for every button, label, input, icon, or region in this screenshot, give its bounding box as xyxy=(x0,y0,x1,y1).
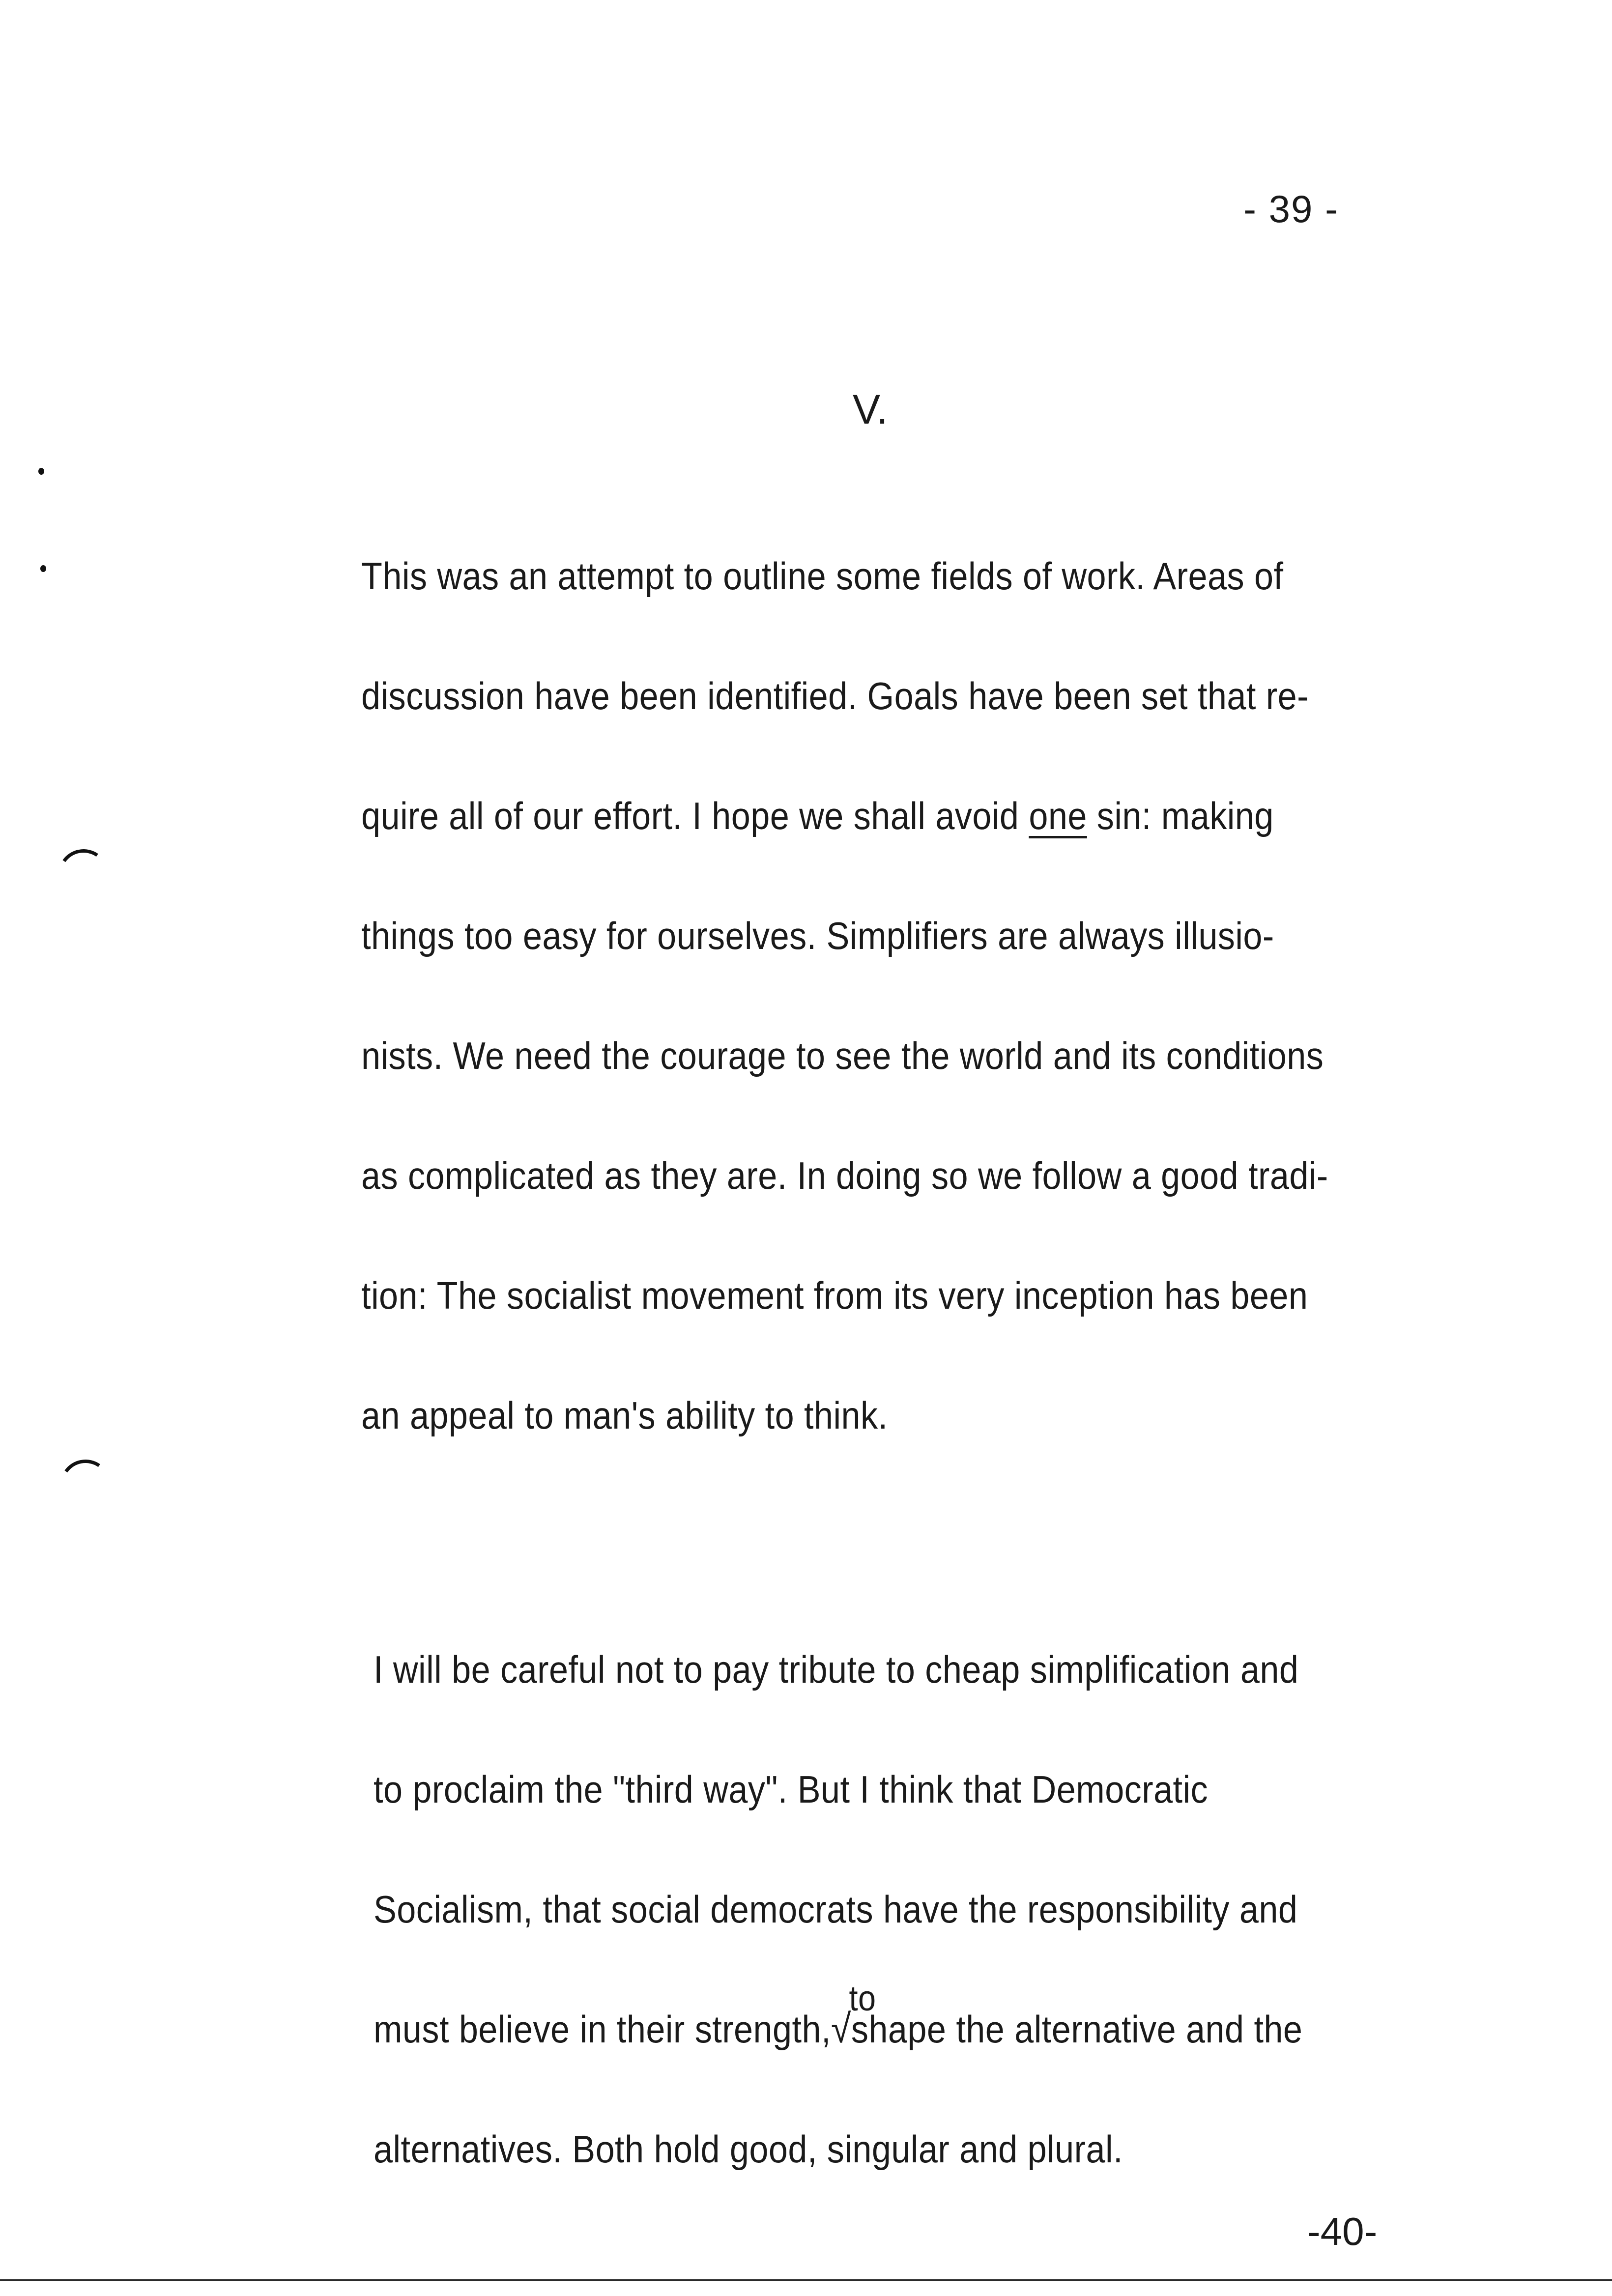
line-3-tail: sin: making xyxy=(1087,794,1274,837)
paragraph-2-line-1: I will be careful not to pay tribute to cheap simplification and xyxy=(374,1648,1299,1691)
handwritten-insertion: to xyxy=(849,1979,876,2018)
paragraph-1-line-2: discussion have been identified. Goals have been set that re- xyxy=(361,674,1309,718)
paragraph-2-line-4 xyxy=(374,1969,1302,2089)
margin-dot xyxy=(38,468,44,475)
paragraph-1 xyxy=(361,516,1328,1475)
paragraph-2-line-3: Socialism, that social democrats have the responsibility and xyxy=(374,1888,1298,1931)
paragraph-2-line-2: to proclaim the "third way". But I think that Democratic xyxy=(374,1768,1209,1811)
paragraph-1-line-6: as complicated as they are. In doing so we follow a good tradi- xyxy=(361,1154,1328,1197)
paragraph-1-line-1: This was an attempt to outline some fields of work. Areas of xyxy=(361,554,1284,598)
next-page-number: -40- xyxy=(1307,2210,1378,2253)
paragraph-2 xyxy=(374,1609,1302,2209)
punch-hole-mark-icon xyxy=(56,1456,115,1515)
paragraph-1-line-4: things too easy for ourselves. Simplifiers are always illusio- xyxy=(361,914,1274,957)
page-number: - 39 - xyxy=(1243,187,1339,230)
paragraph-1-line-5: nists. We need the courage to see the world and its conditions xyxy=(361,1034,1324,1077)
margin-dot xyxy=(40,565,46,572)
underlined-word: one xyxy=(1029,794,1087,837)
paragraph-2-line-5: alternatives. Both hold good, singular and plural. xyxy=(374,2127,1123,2171)
paragraph-1-line-7: tion: The socialist movement from its very inception has been xyxy=(361,1274,1308,1317)
paragraph-1-line-8: an appeal to man's ability to think. xyxy=(361,1394,888,1437)
section-heading: V. xyxy=(853,386,888,432)
caret-mark-icon: √ xyxy=(831,2007,851,2051)
footer-rule xyxy=(0,2279,1612,2281)
paragraph-1-line-3 xyxy=(361,756,1328,876)
line-3-head: quire all of our effort. I hope we shall avoid xyxy=(361,794,1029,837)
line-4-head: must believe in their strength, xyxy=(374,2008,831,2051)
punch-hole-mark-icon xyxy=(54,845,113,904)
line-4-tail: shape the alternative and the xyxy=(851,2008,1303,2051)
